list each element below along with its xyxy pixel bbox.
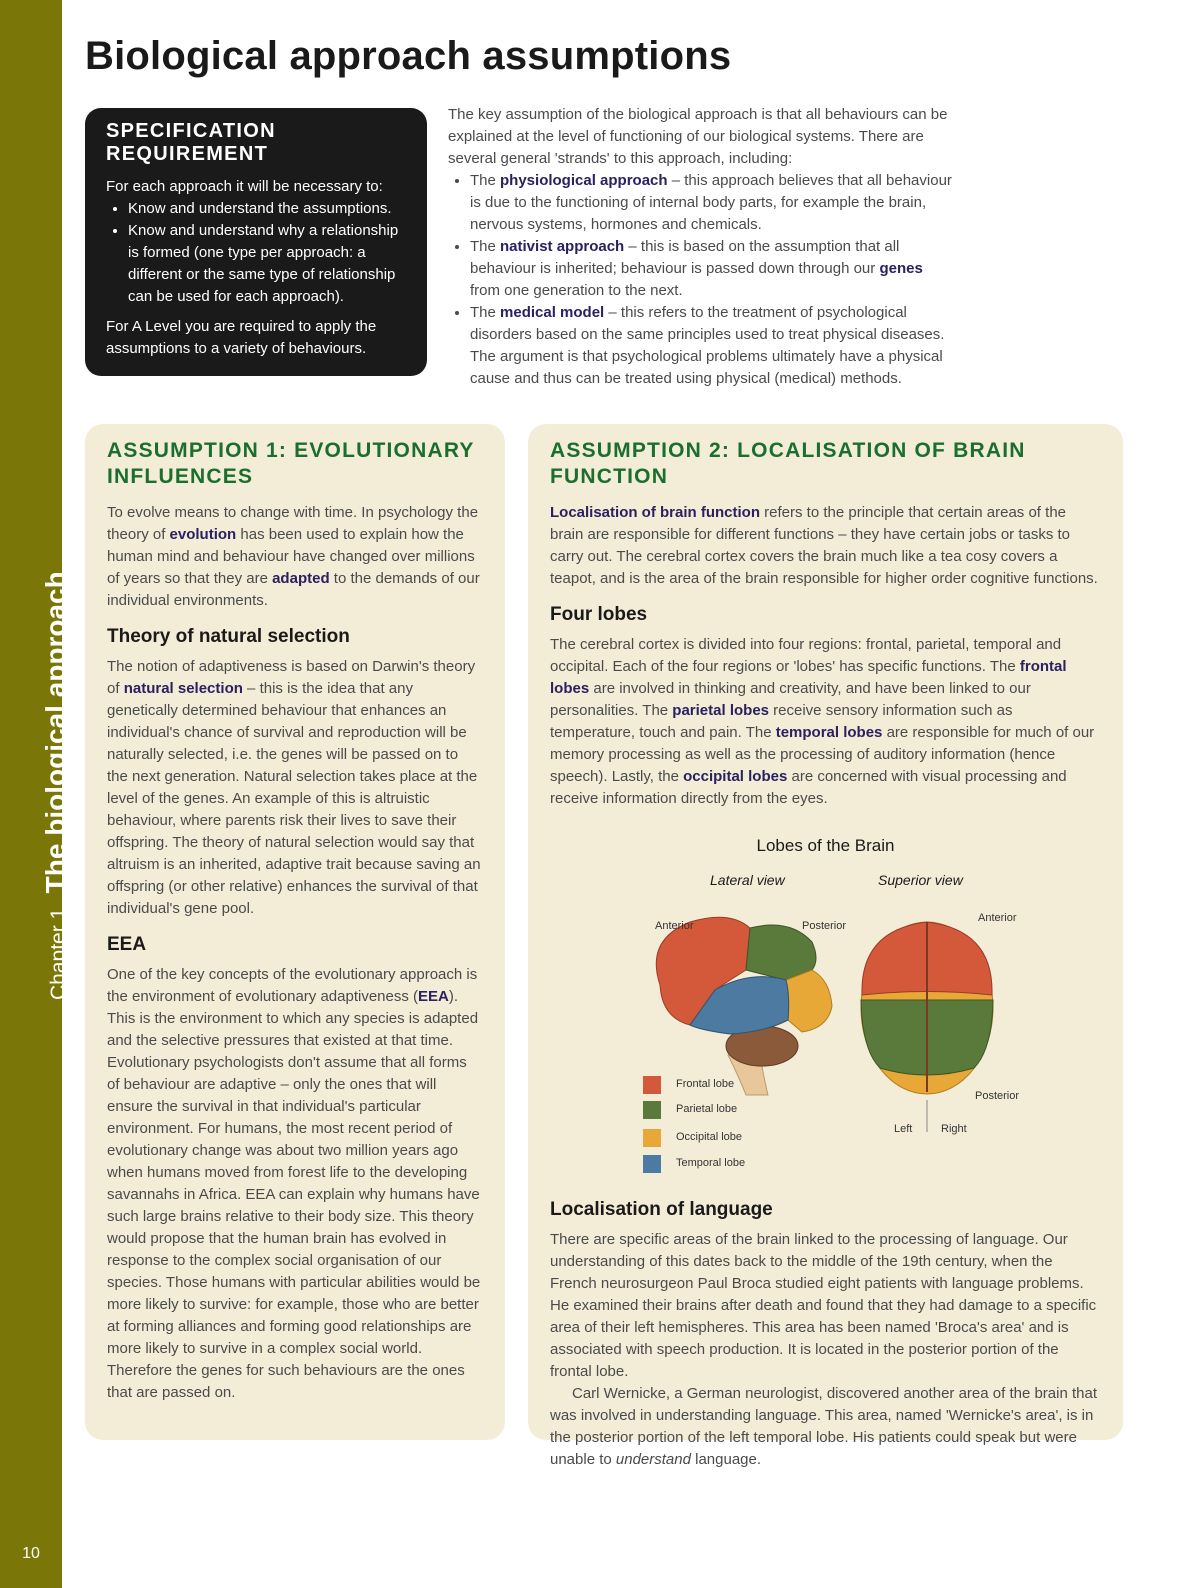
specification-item: • Know and understand the assumptions.: [128, 198, 407, 220]
strand-nativist: [470, 236, 953, 302]
legend-label: Frontal lobe: [676, 1078, 735, 1090]
legend-swatch: [643, 1076, 661, 1094]
language-paragraph-2: [550, 1383, 1101, 1471]
superior-anterior-label: Anterior: [978, 912, 1017, 924]
lateral-parietal-lobe: [746, 925, 816, 980]
text: – this is based on the assumption that all behaviour is inherited; behaviour is passed down through our: [470, 238, 900, 277]
lateral-brain-image: [656, 917, 832, 1095]
natural-selection-heading: Theory of natural selection: [107, 626, 350, 647]
key-term: evolution: [169, 526, 237, 543]
text: To evolve means to change with time. In psychology the theory of: [107, 504, 479, 543]
specification-outro: For A Level you are required to apply the assumptions to a variety of behaviours.: [106, 318, 377, 357]
assumption-1-panel: [85, 424, 505, 1440]
chapter-number: Chapter 1: [47, 907, 70, 1000]
key-term: occipital lobes: [683, 768, 788, 785]
specification-item: • Know and understand why a relationship is formed (one type per approach: a different or the same type of relationship can be used for each approach).: [128, 220, 407, 308]
language-heading: Localisation of language: [550, 1199, 773, 1220]
strand-physiological: [470, 170, 953, 236]
legend-label: Temporal lobe: [676, 1157, 746, 1169]
figure-title: Lobes of the Brain: [756, 836, 895, 855]
text: from one generation to the next.: [470, 282, 683, 299]
intro-paragraph: The key assumption of the biological approach is that all behaviours can be explained at the level of functioning of our biological systems. There are several general 'strands' to this approach, including:: [448, 106, 948, 167]
eea-heading: EEA: [107, 934, 147, 955]
key-term: frontal lobes: [550, 658, 1067, 697]
legend-swatch: [643, 1101, 661, 1119]
four-lobes-heading: Four lobes: [550, 604, 648, 625]
lateral-view-label: Lateral view: [710, 872, 785, 888]
legend-label: Occipital lobe: [676, 1131, 743, 1143]
lateral-anterior-label: Anterior: [655, 920, 694, 932]
text: Carl Wernicke, a German neurologist, discovered another area of the brain that was involved in understanding language. This area, named 'Wernicke's area', is in the posterior portion of the left temporal lobe. His patients could speak but were unable to: [550, 1385, 1097, 1468]
page-number: 10: [22, 1545, 40, 1562]
text: has been used to explain how the human mind and behaviour have changed over millions of years so that they are: [107, 526, 475, 587]
lateral-occipital-lobe: [786, 970, 832, 1032]
key-term: genes: [879, 260, 923, 277]
text: receive sensory information such as temperature, touch and pain. The: [550, 702, 1013, 741]
strand-medical: [470, 302, 953, 390]
right-hemisphere-label: Right: [941, 1123, 967, 1135]
assumption-2-heading: ASSUMPTION 2: LOCALISATION OF BRAIN FUNCTION: [550, 439, 1026, 488]
brain-illustration: [550, 820, 1101, 1195]
text: – this approach believes that all behaviour is due to the functioning of internal body parts, for example the brain, nervous systems, hormones and chemicals.: [470, 172, 952, 233]
eea-text: [107, 964, 483, 1404]
specification-list: [106, 198, 407, 308]
key-term: natural selection: [123, 680, 243, 697]
specification-box: [85, 108, 427, 376]
text: The: [470, 172, 501, 189]
emphasis: understand: [615, 1451, 691, 1468]
text: The notion of adaptiveness is based on Darwin's theory of: [107, 658, 476, 697]
key-term: Localisation of brain function: [550, 504, 760, 521]
chapter-label: [40, 571, 72, 1000]
strands-list: [448, 170, 953, 390]
text: refers to the principle that certain areas of the brain are responsible for different functions – they have certain jobs or tasks to carry out. The cerebral cortex covers the brain much like a tea cosy covers a teapot, and is the area of the brain responsible for higher order cognitive functions.: [550, 504, 1098, 587]
text: One of the key concepts of the evolutionary approach is the environment of evolutionary adaptiveness (: [107, 966, 478, 1005]
specification-intro: For each approach it will be necessary to:: [106, 178, 383, 195]
text: The: [470, 304, 501, 321]
brain-lobes-figure: [550, 820, 1101, 1195]
specification-heading: SPECIFICATION REQUIREMENT: [106, 120, 276, 165]
text: The: [470, 238, 501, 255]
text: to the demands of our individual environments.: [107, 570, 480, 609]
superior-view-label: Superior view: [878, 872, 963, 888]
text: – this refers to the treatment of psychological disorders based on the same principles used to treat physical diseases. The argument is that psychological problems ultimately have a physical cause and thus can be treated using physical (medical) methods.: [470, 304, 945, 387]
lateral-posterior-label: Posterior: [802, 920, 847, 932]
natural-selection-text: [107, 656, 483, 920]
language-paragraph-1: There are specific areas of the brain linked to the processing of language. Our understanding of this dates back to the middle of the 19th century, when the French neurosurgeon Paul Broca studied eight patients with language problems. He examined their brains after death and found that they had damage to a specific area of their left hemispheres. This area has been named 'Broca's area' and is associated with speech production. It is located in the posterior portion of the frontal lobe.: [550, 1231, 1097, 1380]
text: – this is the idea that any genetically determined behaviour that enhances an individual's chance of survival and reproduction will be naturally selected, i.e. the genes will be passed on to the next generation. Natural selection takes place at the level of the genes. An example of this is altruistic behaviour, where parents risk their lives to save their offspring. The theory of natural selection would say that altruism is an inherited, adaptive trait because saving an offspring (or other relative) enhances the survival of that individual's gene pool.: [107, 680, 481, 917]
text: language.: [690, 1451, 762, 1468]
page-title: Biological approach assumptions: [85, 34, 732, 78]
assumption-2-panel: [528, 424, 1123, 1468]
superior-brain-image: [861, 922, 993, 1132]
key-term: medical model: [500, 304, 605, 321]
intro-text: [448, 104, 953, 390]
assumption-1-heading: ASSUMPTION 1: EVOLUTIONARY INFLUENCES: [107, 439, 475, 488]
legend-swatch: [643, 1129, 661, 1147]
key-term: EEA: [418, 988, 449, 1005]
chapter-sidebar: [0, 0, 71, 1588]
superior-posterior-label: Posterior: [975, 1090, 1020, 1102]
text: are concerned with visual processing and receive information directly from the eyes.: [550, 768, 1067, 807]
legend-swatch: [643, 1155, 661, 1173]
key-term: adapted: [272, 570, 330, 587]
chapter-title: The biological approach: [40, 571, 71, 894]
key-term: temporal lobes: [775, 724, 883, 741]
text: ). This is the environment to which any species is adapted and the selective pressures that existed at that time. Evolutionary psychologists don't assume that all forms of behaviour are adaptive – only the ones that will ensure the survival in that individual's particular environment. For humans, the most recent period of evolutionary change was about two million years ago when humans moved from forest life to the developing savannahs in Africa. EEA can explain why humans have such large brains relative to their body size. This theory would propose that the human brain has evolved in response to the complex social organisation of our species. Those humans with particular abilities would be more likely to survive: for example, those who are better at forming alliances and forming good relationships are more likely to survive in a complex social world. Therefore the genes for such behaviours are the ones that are passed on.: [107, 988, 481, 1401]
four-lobes-text: [550, 634, 1101, 810]
evolution-intro: [107, 502, 483, 612]
key-term: physiological approach: [500, 172, 668, 189]
localisation-intro: [550, 502, 1101, 590]
left-hemisphere-label: Left: [894, 1123, 913, 1135]
key-term: nativist approach: [500, 238, 625, 255]
text: are responsible for much of our memory processing as well as the processing of auditory information (hence speech). Lastly, the: [550, 724, 1095, 785]
key-term: parietal lobes: [672, 702, 769, 719]
legend-label: Parietal lobe: [676, 1103, 738, 1115]
text: are involved in thinking and creativity, and have been linked to our personalities. The: [550, 680, 1031, 719]
text: The cerebral cortex is divided into four regions: frontal, parietal, temporal and occipital. Each of the four regions or 'lobes' has specific functions. The: [550, 636, 1062, 675]
